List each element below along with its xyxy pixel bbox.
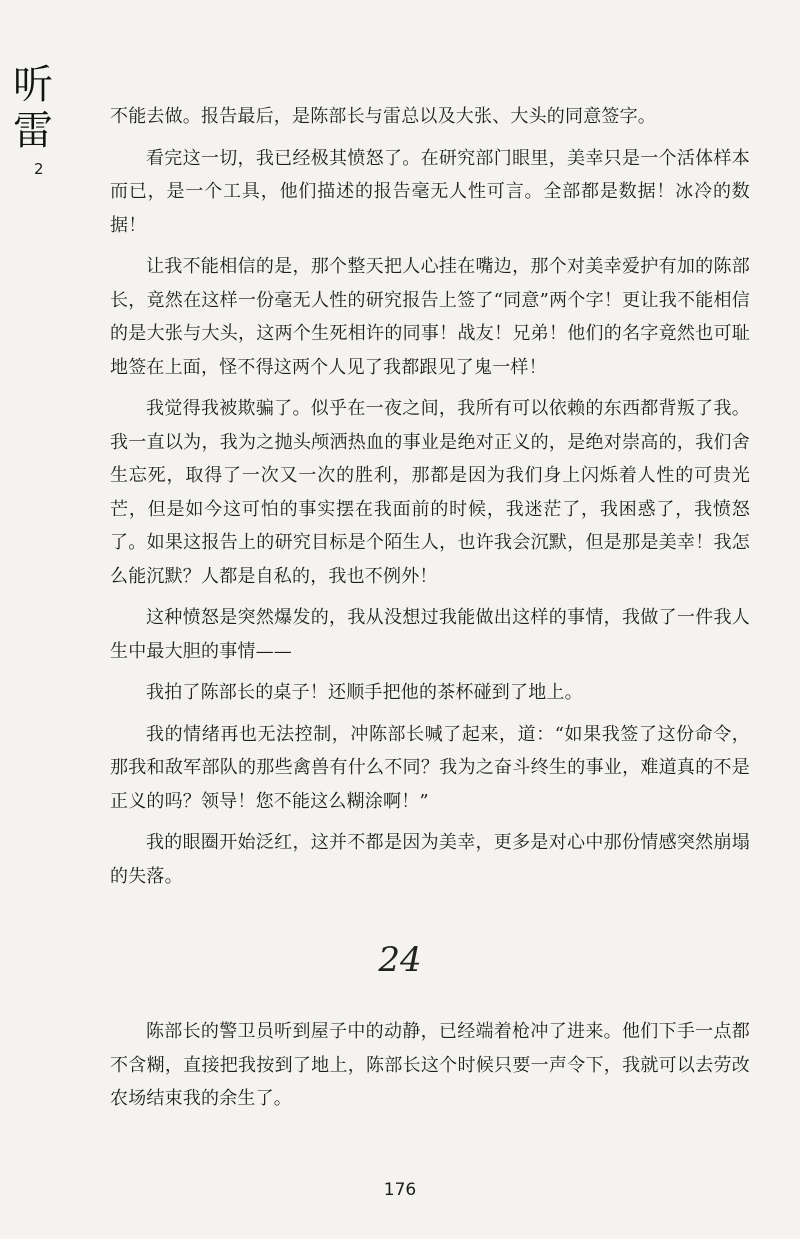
chapter-heading: 24 — [378, 940, 422, 980]
body-text — [110, 100, 750, 901]
paragraph: 看完这一切，我已经极其愤怒了。在研究部门眼里，美幸只是一个活体样本而已，是一个工具，他们描述的报告毫无人性可言。全部都是数据！冰冷的数据！ — [110, 147, 750, 236]
paragraph: 这种愤怒是突然爆发的，我从没想过我能做出这样的事情，我做了一件我人生中最大胆的事情—— — [110, 607, 750, 662]
book-title-char: 雷 — [13, 108, 53, 154]
paragraph: 让我不能相信的是，那个整天把人心挂在嘴边，那个对美幸爱护有加的陈部长，竟然在这样一份毫无人性的研究报告上签了“同意”两个字！更让我不能相信的是大张与大头，这两个生死相许的同事！战友！兄弟！他们的名字竟然也可耻地签在上面，怪不得这两个人见了我都跟见了鬼一样！ — [110, 256, 750, 378]
paragraph: 我的眼圈开始泛红，这并不都是因为美幸，更多是对心中那份情感突然崩塌的失落。 — [110, 832, 750, 887]
book-title — [8, 62, 58, 154]
chapter-body-text — [110, 1015, 750, 1116]
paragraph: 我觉得我被欺骗了。似乎在一夜之间，我所有可以依赖的东西都背叛了我。我一直以为，我为之抛头颅洒热血的事业是绝对正义的，是绝对崇高的，我们舍生忘死，取得了一次又一次的胜利，那都是因为我们身上闪烁着人性的可贵光芒，但是如今这可怕的事实摆在我面前的时候，我迷茫了，我困惑了，我愤怒了。如果这报告上的研究目标是个陌生人，也许我会沉默，但是那是美幸！我怎么能沉默？人都是自私的，我也不例外！ — [110, 398, 750, 587]
paragraph: 我的情绪再也无法控制，冲陈部长喊了起来，道：“如果我签了这份命令，那我和敌军部队的那些禽兽有什么不同？我为之奋斗终生的事业，难道真的不是正义的吗？领导！您不能这么糊涂啊！” — [110, 723, 750, 812]
page-number: 176 — [383, 1180, 417, 1200]
section-number: 2 — [34, 160, 44, 178]
paragraph: 不能去做。报告最后，是陈部长与雷总以及大张、大头的同意签字。 — [110, 106, 656, 127]
paragraph: 陈部长的警卫员听到屋子中的动静，已经端着枪冲了进来。他们下手一点都不含糊，直接把我按到了地上，陈部长这个时候只要一声令下，我就可以去劳改农场结束我的余生了。 — [110, 1021, 750, 1109]
book-title-char: 听 — [13, 62, 53, 108]
paragraph: 我拍了陈部长的桌子！还顺手把他的茶杯碰到了地上。 — [146, 682, 583, 703]
